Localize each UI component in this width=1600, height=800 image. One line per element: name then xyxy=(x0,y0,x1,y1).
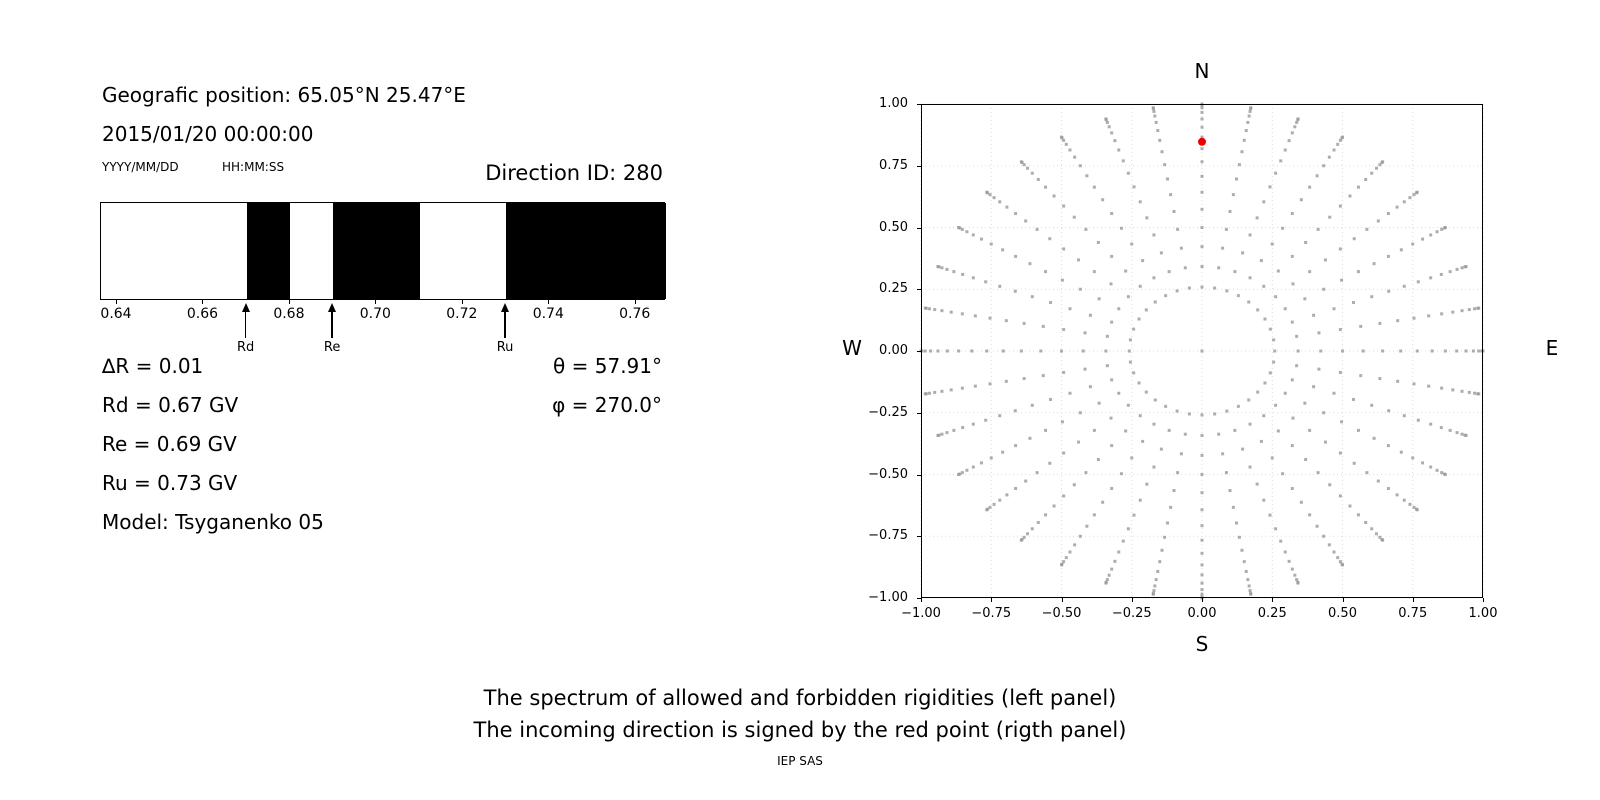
y-tick-mark xyxy=(917,289,921,290)
arrow-shaft xyxy=(504,312,506,338)
x-tick-mark xyxy=(1062,598,1063,602)
date-format-label: YYYY/MM/DD xyxy=(102,160,179,174)
rd-arrow-label: Rd xyxy=(237,340,255,355)
x-tick-mark xyxy=(1202,598,1203,602)
incoming-direction-panel xyxy=(842,59,1559,656)
y-tick-mark xyxy=(917,598,921,599)
x-tick-mark xyxy=(116,300,117,304)
y-tick-mark xyxy=(917,413,921,414)
y-tick-label: 0.75 xyxy=(879,157,908,173)
x-tick-label: 0.72 xyxy=(446,306,478,322)
arrow-head-icon xyxy=(328,303,336,312)
arrow-shaft xyxy=(245,312,247,338)
ru-value: Ru = 0.73 GV xyxy=(102,471,238,495)
phi-value: φ = 270.0° xyxy=(552,393,662,417)
x-tick-mark xyxy=(289,300,290,304)
forbidden-band xyxy=(506,203,666,299)
re-arrow xyxy=(328,303,337,338)
caption-line1: The spectrum of allowed and forbidden rigidities (left panel) xyxy=(483,686,1117,710)
x-tick-mark xyxy=(635,300,636,304)
compass-west-label: W xyxy=(842,336,862,360)
x-tick-label: 0.66 xyxy=(186,306,219,322)
x-tick-mark xyxy=(1483,598,1484,602)
x-tick-mark xyxy=(1413,598,1414,602)
y-tick-label: 0.00 xyxy=(879,343,908,358)
caption-line2: The incoming direction is signed by the red point (rigth panel) xyxy=(473,718,1127,742)
x-tick-label: 0.74 xyxy=(532,306,564,322)
x-tick-mark xyxy=(991,598,992,602)
theta-value: θ = 57.91° xyxy=(553,354,662,378)
y-tick-mark xyxy=(917,228,921,229)
y-tick-mark xyxy=(917,475,921,476)
y-tick-mark xyxy=(917,351,921,352)
arrow-shaft xyxy=(331,312,333,338)
time-format-label: HH:MM:SS xyxy=(222,160,285,174)
x-tick-label: 0.75 xyxy=(1398,606,1428,621)
x-tick-label: −0.75 xyxy=(971,606,1012,621)
ru-arrow-label: Ru xyxy=(496,340,514,355)
rd-value: Rd = 0.67 GV xyxy=(102,393,239,417)
x-tick-mark xyxy=(462,300,463,304)
compass-south-label: S xyxy=(1195,632,1209,656)
rigidity-spectrum-panel xyxy=(100,202,665,362)
direction-frame xyxy=(921,104,1483,598)
re-arrow-label: Re xyxy=(323,340,341,355)
geographic-position-label: Geografic position: 65.05°N 25.47°E xyxy=(102,83,466,107)
credit-label: IEP SAS xyxy=(777,754,823,768)
forbidden-band xyxy=(333,203,419,299)
datetime-label: 2015/01/20 00:00:00 xyxy=(102,122,314,146)
rd-arrow xyxy=(241,303,250,338)
y-tick-label: −0.25 xyxy=(868,404,908,420)
x-tick-label: 0.50 xyxy=(1328,606,1357,621)
y-tick-mark xyxy=(917,536,921,537)
re-value: Re = 0.69 GV xyxy=(102,432,237,456)
x-tick-label: 0.68 xyxy=(273,306,305,322)
y-tick-label: −1.00 xyxy=(868,590,908,605)
x-tick-label: 0.00 xyxy=(1187,606,1217,621)
y-tick-label: 0.25 xyxy=(879,281,908,297)
x-tick-label: 0.64 xyxy=(100,306,132,322)
x-tick-label: 0.25 xyxy=(1257,606,1287,621)
y-tick-mark xyxy=(917,104,921,105)
x-tick-label: 0.70 xyxy=(359,306,391,322)
direction-id-label: Direction ID: 280 xyxy=(485,161,663,185)
forbidden-band xyxy=(247,203,290,299)
y-tick-label: −0.75 xyxy=(868,528,908,544)
x-tick-mark xyxy=(1132,598,1133,602)
compass-north-label: N xyxy=(1194,59,1210,83)
x-tick-label: −1.00 xyxy=(901,606,941,621)
x-tick-mark xyxy=(1272,598,1273,602)
y-tick-label: −0.50 xyxy=(868,466,908,482)
model-label: Model: Tsyganenko 05 xyxy=(102,510,324,534)
compass-east-label: E xyxy=(1545,336,1559,360)
x-tick-label: −0.25 xyxy=(1111,606,1152,621)
arrow-head-icon xyxy=(242,303,250,312)
x-tick-mark xyxy=(202,300,203,304)
x-tick-mark xyxy=(1343,598,1344,602)
x-tick-mark xyxy=(375,300,376,304)
delta-r-value: ∆R = 0.01 xyxy=(102,354,204,378)
x-tick-mark xyxy=(921,598,922,602)
y-tick-label: 1.00 xyxy=(879,96,908,111)
x-tick-label: 0.76 xyxy=(619,306,651,322)
spectrum-frame xyxy=(100,202,665,300)
ru-arrow xyxy=(501,303,510,338)
arrow-head-icon xyxy=(501,303,509,312)
y-tick-label: 0.50 xyxy=(879,219,908,235)
y-tick-mark xyxy=(917,166,921,167)
x-tick-mark xyxy=(548,300,549,304)
x-tick-label: 1.00 xyxy=(1468,606,1498,621)
x-tick-label: −0.50 xyxy=(1041,606,1082,621)
